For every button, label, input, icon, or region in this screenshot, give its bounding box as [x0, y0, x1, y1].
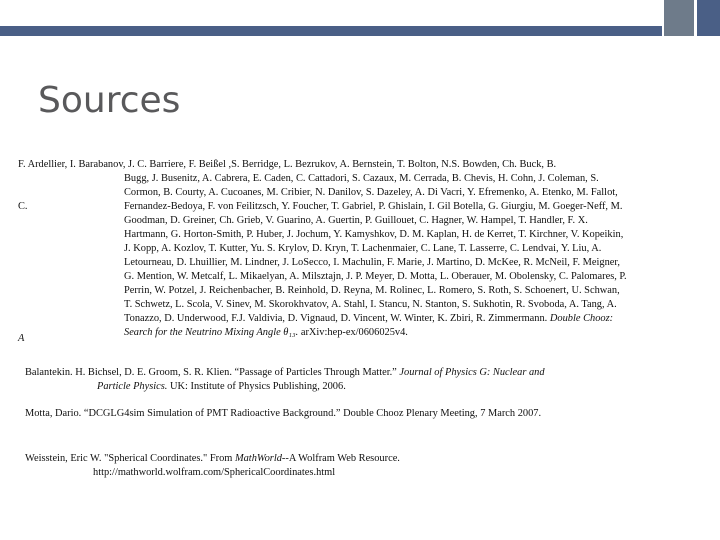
page-title: Sources [38, 80, 181, 121]
reference-weisstein [25, 452, 400, 480]
reference-line [25, 380, 545, 394]
reference-line: G. Mention, W. Metcalf, L. Mikaelyan, A. Milsztajn, J. P. Meyer, D. Motta, L. Oberauer, M. Obolensky, C. Palomares, P. [124, 271, 627, 282]
reference-line [25, 452, 400, 466]
reference-line: Fernandez-Bedoya, F. von Feilitzsch, Y. Foucher, T. Gabriel, P. Ghislain, I. Gil Botella, G. Giurgiu, M. Goeger-Neff, M. [124, 201, 623, 212]
reference-line: Hartmann, G. Horton-Smith, P. Huber, J. Jochum, Y. Kamyshkov, D. M. Kaplan, H. de Kerret, T. Kirchner, V. Kopeikin, [124, 229, 624, 240]
reference-source-italic: MathWorld [234, 453, 282, 464]
reference-line-text: UK: Institute of Physics Publishing, 2006. [167, 381, 346, 392]
reference-line: Cormon, B. Courty, A. Cucoanes, M. Cribier, N. Danilov, S. Dazeley, A. Di Vacri, Y. Efremenko, A. Etenko, M. Fallot, [124, 187, 618, 198]
reference-title-italic: Double Chooz: [549, 313, 614, 324]
reference-particle-passage [25, 366, 545, 394]
reference-line-text: --A Wolfram Web Resource. [281, 453, 400, 464]
reference-line: Letourneau, D. Lhuillier, M. Lindner, J. LoSecco, I. Machulin, F. Marie, J. Martino, D. McKee, R. McNeil, F. Meigner, [124, 257, 621, 268]
reference-line [18, 312, 708, 326]
reference-journal-italic: Journal of Physics G: Nuclear and [399, 367, 545, 378]
reference-arxiv: arXiv:hep-ex/0606025v4. [300, 327, 408, 338]
reference-double-chooz [18, 158, 708, 340]
header-bar [0, 26, 662, 36]
reference-line: Motta, Dario. “DCGLG4sim Simulation of PMT Radioactive Background.” Double Chooz Plenary Meeting, 7 March 2007. [25, 408, 542, 419]
reference-side-letter-a: A [18, 333, 25, 344]
reference-line: Perrin, W. Potzel, J. Reichenbacher, B. Reinhold, D. Reyna, M. Rolinec, L. Romero, S. Roth, S. Schoenert, U. Schwan, [124, 285, 620, 296]
reference-line [18, 326, 708, 340]
header-square-left [664, 0, 694, 36]
reference-line: F. Ardellier, I. Barabanov, J. C. Barriere, F. Beißel ,S. Berridge, L. Bezrukov, A. Bernstein, T. Bolton, N.S. Bowden, Ch. Buck, B. [18, 159, 557, 170]
reference-line: Goodman, D. Greiner, Ch. Grieb, V. Guarino, A. Guertin, P. Guillouet, C. Hagner, W. Hampel, T. Handler, F. X. [124, 215, 588, 226]
reference-line: J. Kopp, A. Kozlov, T. Kutter, Yu. S. Krylov, D. Kryn, T. Lachenmaier, C. Lane, T. Lasserre, C. Lendvai, Y. Liu, A. [124, 243, 602, 254]
reference-line-text: Weisstein, Eric W. "Spherical Coordinates." From [25, 453, 235, 464]
reference-title-italic-2: Search for the Neutrino Mixing Angle θ₁₃. [124, 327, 299, 338]
reference-line: T. Schwetz, L. Scola, V. Sinev, M. Skorokhvatov, A. Stahl, I. Stancu, N. Stanton, S. Sukhotin, R. Svoboda, A. Tang, A. [124, 299, 617, 310]
reference-side-letter-c: C. [18, 201, 28, 212]
reference-line-text: Tonazzo, D. Underwood, F.J. Valdivia, D. Vignaud, D. Vincent, W. Winter, K. Zbiri, R. Zimmermann. [124, 313, 548, 324]
header-square-right [697, 0, 720, 36]
reference-motta [25, 407, 541, 421]
reference-journal-italic-2: Particle Physics. [97, 381, 168, 392]
reference-line: Bugg, J. Busenitz, A. Cabrera, E. Caden, C. Cattadori, S. Cazaux, M. Cerrada, B. Chevis, H. Cohn, J. Coleman, S. [124, 173, 599, 184]
reference-line-text: Balantekin. H. Bichsel, D. E. Groom, S. R. Klien. “Passage of Particles Through Matter.” [25, 367, 400, 378]
reference-url: http://mathworld.wolfram.com/SphericalCoordinates.html [93, 467, 336, 478]
reference-line [25, 366, 545, 380]
